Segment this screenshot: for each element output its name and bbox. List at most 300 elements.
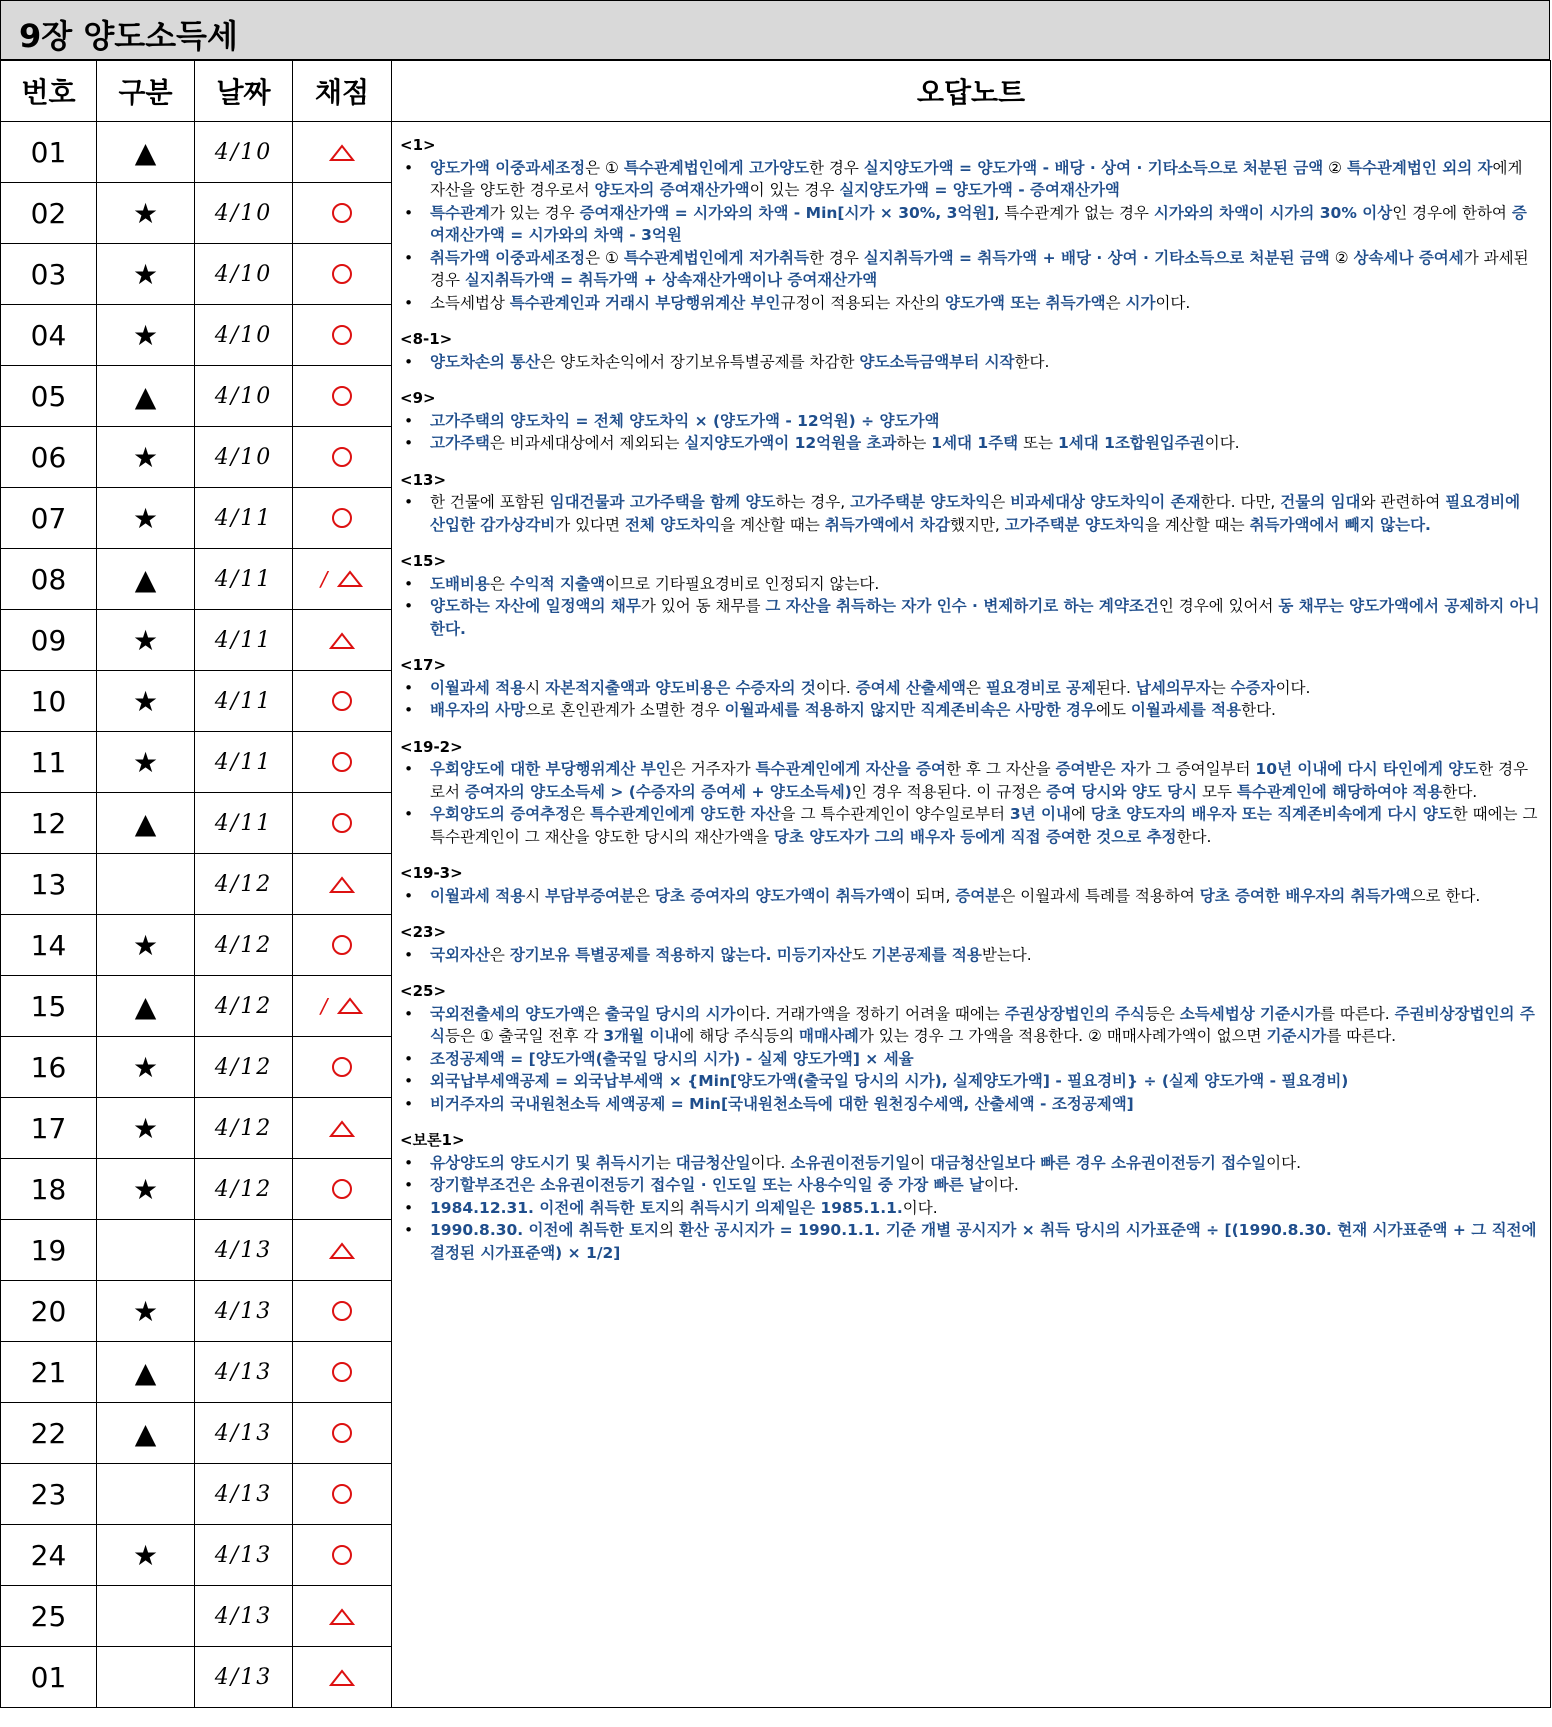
row-date: 4/12 <box>195 1159 293 1220</box>
note-text: 은 <box>489 574 510 593</box>
note-text: 에게 자산을 양도한 경우로서 <box>430 158 1523 199</box>
note-item <box>400 758 1540 803</box>
note-section-heading: <19-2> <box>400 737 463 756</box>
row-category-mark: ★ <box>97 671 195 732</box>
note-highlight: 상속세나 증여세 <box>1353 248 1464 267</box>
row-date: 4/11 <box>195 793 293 854</box>
note-highlight: 양도가액 또는 취득가액 <box>945 293 1106 312</box>
note-highlight: 건물의 임대 <box>1280 493 1361 511</box>
note-text: 한다. <box>1014 352 1050 371</box>
row-grade-mark <box>293 1037 392 1098</box>
note-text: 는 <box>1210 678 1231 697</box>
row-category-mark: ★ <box>97 427 195 488</box>
note-highlight: 취득가액 이중과세조정 <box>430 248 586 267</box>
note-item <box>400 1219 1540 1264</box>
row-number: 01 <box>1 122 97 183</box>
note-text: 한 때에는 그 특수관계인이 그 재산을 양도한 당시의 재산가액을 <box>430 805 1538 846</box>
row-category-mark: ▲ <box>97 122 195 183</box>
note-text: 이다. 거래가액을 정하기 어려울 때에는 <box>735 1004 1005 1023</box>
note-highlight: 이월과세를 적용 <box>1130 701 1242 719</box>
note-text: 하는 경우, <box>775 493 851 511</box>
note-highlight: 증여재산가액 = 시가와의 차액 - 3억원 <box>430 203 1527 244</box>
note-highlight: 고가주택 <box>430 434 490 452</box>
row-date: 4/13 <box>195 1464 293 1525</box>
correct-circle-icon <box>332 1362 352 1382</box>
row-number: 18 <box>1 1159 97 1220</box>
note-item <box>400 1048 1540 1071</box>
note-section-heading: <보론1> <box>400 1131 465 1149</box>
note-text: 인 경우 적용된다. 이 규정은 <box>851 782 1047 801</box>
correct-circle-icon <box>332 935 352 955</box>
row-category-mark: ★ <box>97 732 195 793</box>
note-highlight: 배우자의 사망 <box>430 701 526 719</box>
note-text: 은 <box>990 493 1011 511</box>
note-item <box>400 432 1540 455</box>
note-highlight: 특수관계법인에게 저가취득 <box>623 248 809 267</box>
note-highlight: 1세대 1조합원입주권 <box>1057 434 1205 452</box>
row-grade-mark <box>293 122 392 183</box>
row-grade-mark <box>293 366 392 427</box>
note-highlight: 증여 당시와 양도 당시 <box>1046 782 1198 801</box>
row-number: 12 <box>1 793 97 854</box>
note-highlight: 소득세법상 기준시가 <box>1179 1004 1320 1023</box>
note-text: 은 <box>489 945 510 964</box>
note-text: 하는 <box>896 434 932 452</box>
row-date: 4/11 <box>195 549 293 610</box>
note-highlight: 주권상장법인의 주식 <box>1004 1004 1145 1023</box>
row-category-mark: ★ <box>97 1281 195 1342</box>
row-number: 11 <box>1 732 97 793</box>
retry-slash-mark: / <box>320 994 328 1018</box>
note-highlight: 특수관계인과 거래시 부당행위계산 부인 <box>509 293 781 312</box>
row-number: 06 <box>1 427 97 488</box>
note-text: 시 <box>525 886 546 905</box>
note-highlight: 3년 이내 <box>1009 805 1071 823</box>
note-list <box>400 758 1540 848</box>
note-list <box>400 1152 1540 1265</box>
note-highlight: 수증자 <box>1230 678 1276 697</box>
note-text: 이다. <box>1155 293 1191 312</box>
correct-circle-icon <box>332 508 352 528</box>
note-section-heading: <1> <box>400 136 436 154</box>
row-date: 4/11 <box>195 488 293 549</box>
note-text: ② <box>1323 158 1347 177</box>
note-item <box>400 410 1540 433</box>
row-date: 4/10 <box>195 244 293 305</box>
row-number: 23 <box>1 1464 97 1525</box>
row-category-mark: ▲ <box>97 1342 195 1403</box>
row-grade-mark <box>293 671 392 732</box>
row-category-mark: ▲ <box>97 793 195 854</box>
note-highlight: 당초 증여자의 양도가액이 취득가액 <box>654 886 896 905</box>
row-grade-mark <box>293 1586 392 1647</box>
correct-circle-icon <box>332 386 352 406</box>
row-date: 4/12 <box>195 854 293 915</box>
correct-circle-icon <box>332 1484 352 1504</box>
chapter-title: 9장 양도소득세 <box>19 17 238 55</box>
note-text: 받는다. <box>981 945 1032 964</box>
row-category-mark: ★ <box>97 183 195 244</box>
row-number: 24 <box>1 1525 97 1586</box>
note-text: 이 <box>910 1153 931 1172</box>
row-grade-mark <box>293 549 392 610</box>
note-highlight: 시가와의 차액이 시가의 30% 이상 <box>1153 203 1393 222</box>
note-highlight: 실지양도가액 = 양도가액 - 증여재산가액 <box>839 181 1120 199</box>
row-number: 19 <box>1 1220 97 1281</box>
row-date: 4/10 <box>195 366 293 427</box>
note-text: 이 있는 경우 <box>749 181 840 199</box>
correct-circle-icon <box>332 752 352 772</box>
note-highlight: 실지취득가액 = 취득가액 + 배당 · 상여 · 기타소득으로 처분된 금액 <box>863 248 1330 267</box>
note-list <box>400 351 1540 374</box>
note-item <box>400 157 1540 202</box>
row-date: 4/10 <box>195 183 293 244</box>
note-text: 은 ① <box>585 158 624 177</box>
note-text: 은 <box>570 805 591 823</box>
note-list <box>400 491 1540 536</box>
note-text: 모두 <box>1197 782 1237 801</box>
note-text: 된다. <box>1096 678 1136 697</box>
note-text: 에 <box>1071 805 1091 823</box>
note-text: 이 되며, <box>895 886 956 905</box>
note-highlight: 비과세대상 양도차익이 존재 <box>1010 493 1201 511</box>
row-number: 22 <box>1 1403 97 1464</box>
row-number: 04 <box>1 305 97 366</box>
note-highlight: 특수관계인에게 양도한 자산 <box>590 805 781 823</box>
row-grade-mark <box>293 854 392 915</box>
note-text: 또는 <box>1018 434 1058 452</box>
note-highlight: 도배비용 <box>430 574 490 593</box>
note-highlight: 실지양도가액이 12억원을 초과 <box>684 434 897 452</box>
row-category-mark <box>97 1647 195 1708</box>
row-grade-mark <box>293 488 392 549</box>
row-number: 17 <box>1 1098 97 1159</box>
note-highlight: 동 채무는 양도가액에서 공제하지 아니한다. <box>430 597 1540 638</box>
note-highlight: 대금청산일보다 빠른 경우 소유권이전등기 접수일 <box>930 1153 1267 1172</box>
note-text: 은 양도차손익에서 장기보유특별공제를 차감한 <box>540 352 860 371</box>
note-highlight: 장기할부조건은 소유권이전등기 접수일 · 인도일 또는 사용수익일 중 가장 빠른 날 <box>430 1176 984 1194</box>
row-date: 4/12 <box>195 1037 293 1098</box>
row-grade-mark <box>293 732 392 793</box>
note-highlight: 유상양도의 양도시기 및 취득시기 <box>430 1153 656 1172</box>
row-date: 4/13 <box>195 1342 293 1403</box>
row-category-mark: ★ <box>97 1098 195 1159</box>
row-grade-mark <box>293 915 392 976</box>
row-number: 20 <box>1 1281 97 1342</box>
note-text: 가 있는 경우 <box>489 203 580 222</box>
note-text: 가 있는 경우 그 가액을 적용한다. ② 매매사례가액이 없으면 <box>858 1027 1267 1045</box>
note-text: 을 계산할 때는 <box>1144 515 1250 534</box>
row-grade-mark <box>293 793 392 854</box>
row-category-mark: ★ <box>97 610 195 671</box>
partial-triangle-icon <box>329 876 355 894</box>
note-text: 한 건물에 포함된 <box>430 493 550 511</box>
note-item <box>400 573 1540 596</box>
table-row <box>1 122 1551 183</box>
note-section-heading: <15> <box>400 552 447 570</box>
chapter-title-bar <box>0 0 1550 60</box>
correct-circle-icon <box>332 1423 352 1443</box>
row-grade-mark <box>293 427 392 488</box>
note-list <box>400 944 1540 967</box>
note-text: 는 <box>655 1153 676 1172</box>
note-text: 한다. <box>1241 701 1276 719</box>
note-item <box>400 1093 1540 1116</box>
note-item <box>400 202 1540 247</box>
note-list <box>400 157 1540 315</box>
note-highlight: 국외자산 <box>430 945 490 964</box>
note-text: 이다. <box>983 1176 1019 1194</box>
row-date: 4/12 <box>195 1098 293 1159</box>
note-highlight: 양도가액 이중과세조정 <box>430 158 586 177</box>
row-date: 4/13 <box>195 1403 293 1464</box>
row-category-mark: ★ <box>97 1159 195 1220</box>
partial-triangle-icon <box>337 997 363 1015</box>
note-highlight: 1984.12.31. 이전에 취득한 토지 <box>430 1198 670 1217</box>
note-item <box>400 1152 1540 1175</box>
note-highlight: 기준시가 <box>1266 1027 1327 1045</box>
note-highlight: 비거주자의 국내원천소득 세액공제 = Min[국내원천소득에 대한 원천징수세액, 산출세액 - 조정공제액] <box>430 1094 1134 1113</box>
note-text: 등은 ① 출국일 전후 각 <box>444 1027 604 1045</box>
note-highlight: 그 자산을 취득하는 자가 인수 · 변제하기로 하는 계약조건 <box>765 597 1159 615</box>
note-text: 이다. <box>1204 434 1240 452</box>
row-category-mark <box>97 1586 195 1647</box>
note-highlight: 매매사례 <box>798 1027 859 1045</box>
note-item <box>400 885 1540 908</box>
header-category: 구분 <box>97 61 195 122</box>
note-text: 은 ① <box>585 248 624 267</box>
note-item <box>400 1174 1540 1197</box>
row-date: 4/11 <box>195 732 293 793</box>
note-text: 이다. <box>902 1198 938 1217</box>
note-highlight: 수익적 지출액 <box>509 574 606 593</box>
row-number: 14 <box>1 915 97 976</box>
note-text: , 특수관계가 없는 경우 <box>994 203 1154 222</box>
correct-circle-icon <box>332 1545 352 1565</box>
note-highlight: 임대건물과 고가주택을 함께 양도 <box>549 493 776 511</box>
row-date: 4/10 <box>195 427 293 488</box>
row-date: 4/13 <box>195 1647 293 1708</box>
note-item <box>400 677 1540 700</box>
correct-circle-icon <box>332 264 352 284</box>
note-highlight: 우회양도의 증여추정 <box>430 805 571 823</box>
note-text: 가 있어 동 채무를 <box>640 597 766 615</box>
note-highlight: 필요경비로 공제 <box>985 678 1097 697</box>
note-highlight: 이월과세를 적용하지 않지만 직계존비속은 사망한 경우 <box>724 701 1097 719</box>
note-section-heading: <23> <box>400 923 447 941</box>
note-text: 에 해당 주식등의 <box>679 1027 799 1045</box>
note-highlight: 주권비상장법인의 주식 <box>430 1004 1535 1045</box>
note-text: 은 <box>585 1004 606 1023</box>
note-text: ② <box>1329 248 1354 267</box>
partial-triangle-icon <box>329 1669 355 1687</box>
row-number: 08 <box>1 549 97 610</box>
note-highlight: 3개월 이내 <box>603 1027 680 1045</box>
row-grade-mark <box>293 1342 392 1403</box>
note-highlight: 특수관계법인에게 고가양도 <box>623 158 809 177</box>
note-highlight: 취득가액에서 빼지 않는다. <box>1249 515 1431 534</box>
note-list <box>400 885 1540 908</box>
row-category-mark: ★ <box>97 488 195 549</box>
note-item <box>400 1070 1540 1093</box>
retry-slash-mark: / <box>320 567 328 591</box>
note-highlight: 부담부증여분 <box>545 886 635 905</box>
header-number: 번호 <box>1 61 97 122</box>
row-category-mark: ★ <box>97 244 195 305</box>
note-text: 은 비과세대상에서 제외되는 <box>489 434 685 452</box>
row-category-mark: ▲ <box>97 1403 195 1464</box>
note-highlight: 1990.8.30. 이전에 취득한 토지 <box>430 1221 660 1239</box>
table-body <box>1 122 1551 1708</box>
row-date: 4/10 <box>195 122 293 183</box>
note-highlight: 특수관계 <box>430 203 490 222</box>
note-highlight: 양도하는 자산에 일정액의 채무 <box>430 597 641 615</box>
row-number: 09 <box>1 610 97 671</box>
note-item <box>400 595 1540 640</box>
row-category-mark: ▲ <box>97 366 195 427</box>
note-text: 은 거주자가 <box>670 760 756 778</box>
row-grade-mark <box>293 1647 392 1708</box>
note-text: 으로 혼인관계가 소멸한 경우 <box>525 701 725 719</box>
note-highlight: 증여분 <box>955 886 1001 905</box>
row-category-mark: ▲ <box>97 549 195 610</box>
row-grade-mark <box>293 610 392 671</box>
note-section-heading: <9> <box>400 389 436 407</box>
row-category-mark: ★ <box>97 1037 195 1098</box>
note-text: 을 계산할 때는 <box>720 515 825 534</box>
note-text: 한다. <box>1176 827 1212 846</box>
note-item <box>400 944 1540 967</box>
note-item <box>400 699 1540 722</box>
row-category-mark: ★ <box>97 915 195 976</box>
note-highlight: 당초 증여한 배우자의 취득가액 <box>1199 886 1411 905</box>
note-highlight: 실지양도가액 = 양도가액 - 배당 · 상여 · 기타소득으로 처분된 금액 <box>863 158 1324 177</box>
note-highlight: 국외전출세의 양도가액 <box>430 1004 586 1023</box>
note-text: 했지만, <box>950 515 1005 534</box>
note-list <box>400 573 1540 641</box>
partial-triangle-icon <box>329 144 355 162</box>
row-grade-mark <box>293 1525 392 1586</box>
note-highlight: 소유권이전등기일 <box>790 1153 911 1172</box>
note-highlight: 증여세 산출세액 <box>855 678 966 697</box>
row-category-mark: ★ <box>97 305 195 366</box>
header-grade: 채점 <box>293 61 392 122</box>
row-grade-mark <box>293 1464 392 1525</box>
note-highlight: 환산 공시지가 = 1990.1.1. 기준 개별 공시지가 × 취득 당시의 시가표준액 ÷ [(1990.8.30. 현재 시가표준액 + 그 직전에 결정된 시가표준액) × 1/2] <box>430 1221 1537 1262</box>
note-highlight: 특수관계인에 해당하여야 적용 <box>1236 782 1443 801</box>
note-text: 를 따른다. <box>1319 1004 1395 1023</box>
note-item <box>400 491 1540 536</box>
row-grade-mark <box>293 183 392 244</box>
note-text: 인 경우에 있어서 <box>1158 597 1279 615</box>
note-highlight: 1세대 1주택 <box>931 434 1019 452</box>
row-grade-mark <box>293 1098 392 1159</box>
row-category-mark: ▲ <box>97 976 195 1037</box>
note-text: 등은 <box>1144 1004 1180 1023</box>
row-grade-mark <box>293 976 392 1037</box>
note-highlight: 양도차손의 통산 <box>430 352 541 371</box>
row-number: 15 <box>1 976 97 1037</box>
note-highlight: 증여자의 양도소득세 > (수증자의 증여세 + 양도소득세) <box>464 782 852 801</box>
note-highlight: 고가주택의 양도차익 = 전체 양도차익 × (양도가액 - 12억원) ÷ 양도가액 <box>430 411 940 430</box>
note-list <box>400 410 1540 455</box>
row-date: 4/13 <box>195 1281 293 1342</box>
correct-circle-icon <box>332 325 352 345</box>
note-text: 의 <box>659 1221 680 1239</box>
note-highlight: 이월과세 적용 <box>430 886 526 905</box>
note-highlight: 시가 <box>1125 293 1156 312</box>
row-category-mark <box>97 1220 195 1281</box>
note-text: 한 경우 <box>808 248 864 267</box>
correct-circle-icon <box>332 1057 352 1077</box>
note-text: 를 따른다. <box>1326 1027 1397 1045</box>
row-number: 10 <box>1 671 97 732</box>
note-highlight: 취득가액에서 차감 <box>824 515 950 534</box>
note-item <box>400 1197 1540 1220</box>
note-highlight: 납세의무자 <box>1135 678 1211 697</box>
note-highlight: 고가주택분 양도차익 <box>850 493 991 511</box>
row-category-mark: ★ <box>97 1525 195 1586</box>
row-date: 4/13 <box>195 1220 293 1281</box>
row-number: 02 <box>1 183 97 244</box>
note-text: 으로 한다. <box>1410 886 1481 905</box>
correct-circle-icon <box>332 203 352 223</box>
note-highlight: 취득시기 의제일은 1985.1.1. <box>689 1198 903 1217</box>
note-item <box>400 803 1540 848</box>
note-list <box>400 677 1540 722</box>
note-highlight: 당초 양도자가 그의 배우자 등에게 직접 증여한 것으로 추정 <box>774 827 1177 846</box>
note-highlight: 자본적지출액과 양도비용은 수증자의 것 <box>545 678 816 697</box>
note-text: 한 경우로서 <box>430 760 1529 801</box>
header-notes: 오답노트 <box>392 61 1551 122</box>
note-text: 은 이월과세 특례를 적용하여 <box>1000 886 1200 905</box>
row-date: 4/11 <box>195 671 293 732</box>
note-highlight: 증여재산가액 = 시가와의 차액 - Min[시가 × 30%, 3억원] <box>579 203 995 222</box>
note-text: 가 과세된 경우 <box>430 248 1529 289</box>
partial-triangle-icon <box>337 570 363 588</box>
note-highlight: 고가주택분 양도차익 <box>1004 515 1145 534</box>
partial-triangle-icon <box>329 632 355 650</box>
note-highlight: 출국일 당시의 시가 <box>605 1004 736 1023</box>
row-number: 03 <box>1 244 97 305</box>
correct-circle-icon <box>332 1179 352 1199</box>
row-date: 4/11 <box>195 610 293 671</box>
note-highlight: 외국납부세액공제 = 외국납부세액 × {Min[양도가액(출국일 당시의 시가), 실제양도가액] - 필요경비} ÷ (실제 양도가액 - 필요경비) <box>430 1072 1349 1090</box>
note-list <box>400 1003 1540 1116</box>
note-text: 규정이 적용되는 자산의 <box>780 293 946 312</box>
row-number: 05 <box>1 366 97 427</box>
row-grade-mark <box>293 1159 392 1220</box>
note-text: 인 경우에 한하여 <box>1392 203 1512 222</box>
note-highlight: 당초 양도자의 배우자 또는 직계존비속에게 다시 양도 <box>1090 805 1453 823</box>
note-text: 한 경우 <box>808 158 864 177</box>
note-highlight: 양도소득금액부터 시작 <box>859 352 1015 371</box>
row-category-mark <box>97 1464 195 1525</box>
note-highlight: 장기보유 특별공제를 적용하지 않는다. 미등기자산 <box>509 945 852 964</box>
row-date: 4/10 <box>195 305 293 366</box>
note-text: 이다. <box>1275 678 1311 697</box>
note-text: 은 <box>965 678 986 697</box>
note-section-heading: <25> <box>400 982 447 1000</box>
row-number: 01 <box>1 1647 97 1708</box>
note-text: 도 <box>851 945 872 964</box>
row-category-mark <box>97 854 195 915</box>
row-grade-mark <box>293 1403 392 1464</box>
note-text: 소득세법상 <box>430 293 510 312</box>
note-item <box>400 351 1540 374</box>
note-text: 시 <box>525 678 546 697</box>
note-text: 에도 <box>1096 701 1131 719</box>
